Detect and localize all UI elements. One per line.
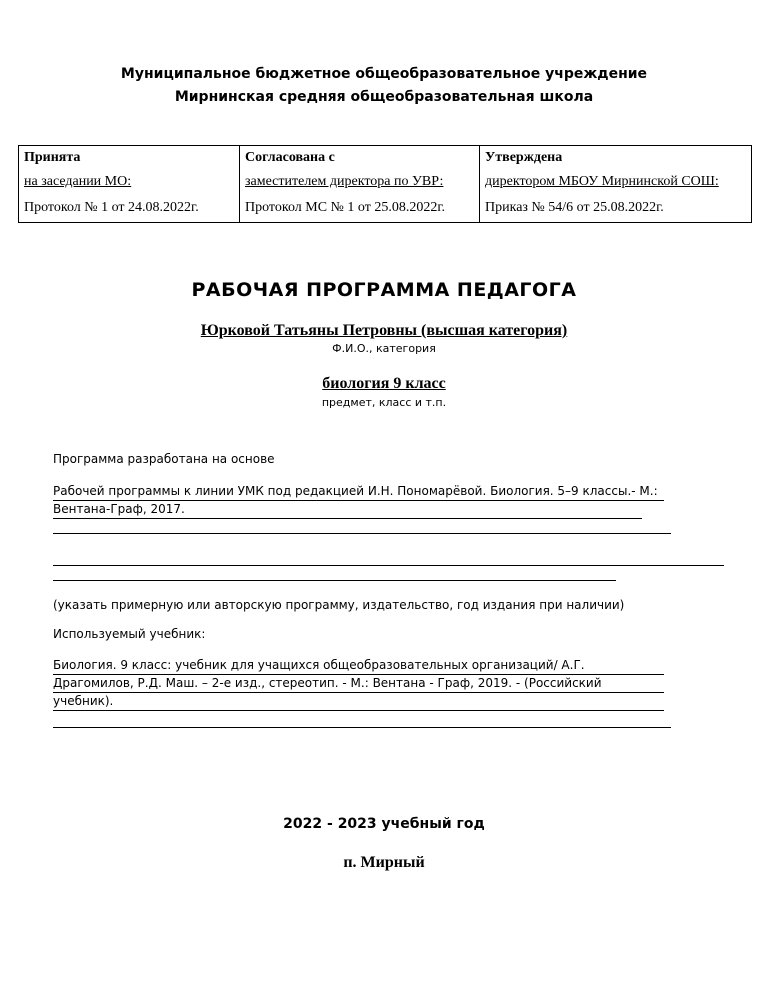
blank-line xyxy=(53,727,671,728)
approval-protocol-row xyxy=(19,194,752,223)
approval-body-row xyxy=(19,170,752,194)
approved-order: Приказ № 54/6 от 25.08.2022г. xyxy=(480,194,752,223)
approval-table xyxy=(18,145,752,223)
textbook-text-line-3: учебник). xyxy=(53,693,664,711)
accepted-by: на заседании МО: xyxy=(19,170,240,194)
agreed-protocol: Протокол МС № 1 от 25.08.2022г. xyxy=(240,194,480,223)
academic-year: 2022 - 2023 учебный год xyxy=(283,816,485,832)
subject-name: биология 9 класс xyxy=(322,375,446,392)
blank-line xyxy=(53,580,616,581)
place-name: п. Мирный xyxy=(343,854,425,871)
textbook-text-line-1: Биология. 9 класс: учебник для учащихся общеобразовательных организаций/ А.Г. xyxy=(53,657,664,675)
agreed-title: Согласована с xyxy=(240,146,480,171)
textbook-text-line-2: Драгомилов, Р.Д. Маш. – 2-е изд., стереотип. - М.: Вентана - Граф, 2019. - (Российский xyxy=(53,675,664,693)
agreed-by: заместителем директора по УВР: xyxy=(240,170,480,194)
accepted-title: Принята xyxy=(19,146,240,171)
school-name-line-1: Муниципальное бюджетное общеобразовательное учреждение xyxy=(120,66,648,82)
blank-line xyxy=(53,565,724,566)
basis-text-line-1: Рабочей программы к линии УМК под редакцией И.Н. Пономарёвой. Биология. 5–9 классы.- М.: xyxy=(53,483,664,501)
textbook-label: Используемый учебник: xyxy=(53,627,206,641)
approval-header-row xyxy=(19,146,752,171)
basis-hint: (указать примерную или авторскую программу, издательство, год издания при наличии) xyxy=(53,598,625,612)
teacher-name: Юрковой Татьяны Петровны (высшая категория) xyxy=(200,322,568,339)
basis-text-line-2: Вентана-Граф, 2017. xyxy=(53,501,642,519)
approved-title: Утверждена xyxy=(480,146,752,171)
blank-line xyxy=(53,533,671,534)
subject-caption: предмет, класс и т.п. xyxy=(321,396,447,409)
approved-by: директором МБОУ Мирнинской СОШ: xyxy=(480,170,752,194)
school-name-line-2: Мирнинская средняя общеобразовательная школа xyxy=(174,89,594,105)
teacher-caption: Ф.И.О., категория xyxy=(332,342,436,355)
document-title: РАБОЧАЯ ПРОГРАММА ПЕДАГОГА xyxy=(191,279,577,301)
accepted-protocol: Протокол № 1 от 24.08.2022г. xyxy=(19,194,240,223)
basis-label: Программа разработана на основе xyxy=(53,452,275,466)
